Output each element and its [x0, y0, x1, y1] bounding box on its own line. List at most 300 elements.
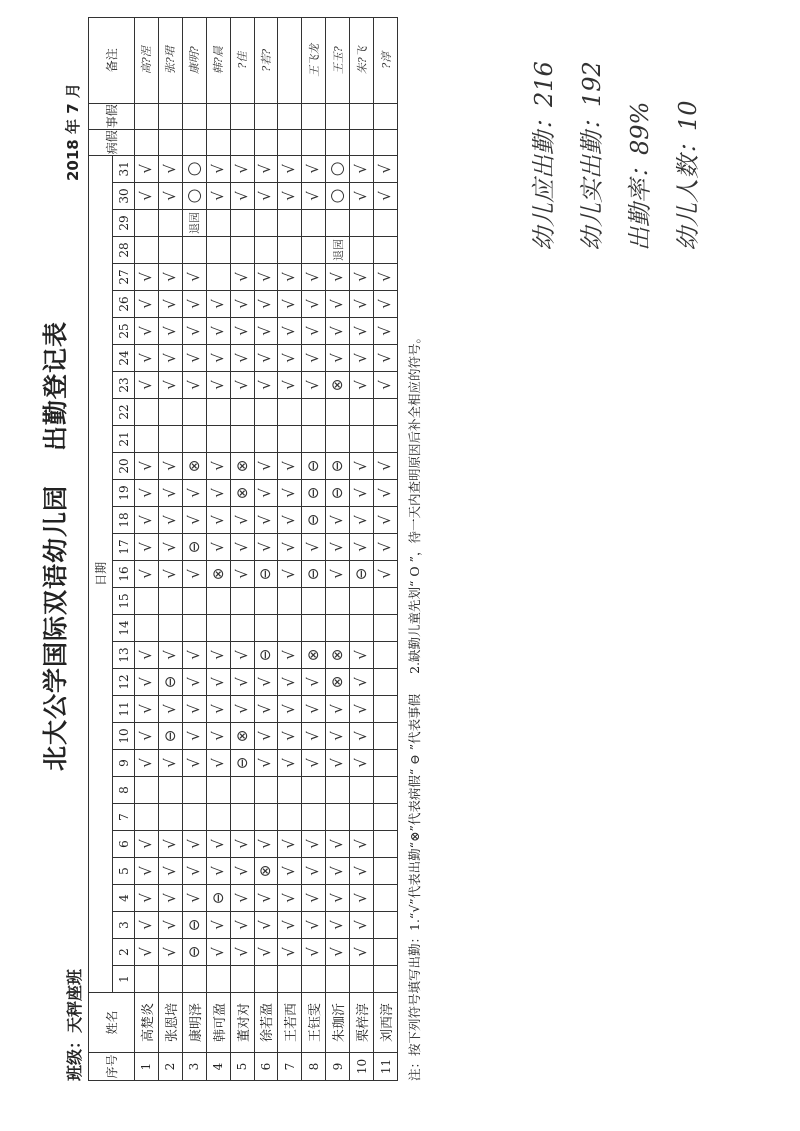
- attendance-mark: √: [208, 704, 227, 714]
- attendance-mark: √: [256, 380, 275, 390]
- attendance-mark: √: [136, 866, 155, 876]
- attendance-mark: √: [328, 299, 347, 309]
- attendance-cell: [374, 696, 398, 723]
- attendance-cell: [278, 669, 302, 696]
- attendance-mark: ⊗: [304, 648, 323, 662]
- attendance-mark: √: [232, 947, 251, 957]
- attendance-cell: [158, 750, 182, 777]
- day-header-10: 10: [113, 723, 135, 750]
- attendance-cell: [278, 723, 302, 750]
- day-header-23: 23: [113, 372, 135, 399]
- attendance-cell: [302, 588, 326, 615]
- attendance-cell: [135, 480, 159, 507]
- attendance-cell: [135, 696, 159, 723]
- attendance-cell: [278, 561, 302, 588]
- attendance-cell: [135, 615, 159, 642]
- attendance-mark: √: [136, 380, 155, 390]
- attendance-cell: [302, 399, 326, 426]
- attendance-cell: [158, 291, 182, 318]
- attendance-mark: √: [280, 731, 299, 741]
- attendance-cell: [278, 426, 302, 453]
- attendance-mark: √: [136, 299, 155, 309]
- attendance-mark: √: [232, 569, 251, 579]
- attendance-cell: [350, 264, 374, 291]
- legend-note: [405, 315, 423, 1081]
- attendance-mark: √: [352, 191, 371, 201]
- attendance-mark: √: [208, 947, 227, 957]
- attendance-mark: √: [136, 461, 155, 471]
- attendance-mark: √: [184, 569, 203, 579]
- attendance-cell: [302, 155, 326, 182]
- attendance-mark: √: [232, 515, 251, 525]
- attendance-cell: [302, 804, 326, 831]
- attendance-cell: [326, 804, 350, 831]
- attendance-mark: ⊗: [256, 864, 275, 878]
- attendance-mark: ⊖: [256, 648, 275, 662]
- attendance-cell: [302, 534, 326, 561]
- day-header-14: 14: [113, 615, 135, 642]
- attendance-cell: [350, 453, 374, 480]
- attendance-mark: √: [208, 380, 227, 390]
- header-remarks: 备注: [89, 17, 135, 103]
- table-row: [158, 17, 182, 1080]
- attendance-mark: √: [160, 650, 179, 660]
- attendance-mark: √: [280, 920, 299, 930]
- attendance-cell: [254, 804, 278, 831]
- attendance-mark: √: [136, 488, 155, 498]
- attendance-cell: [230, 723, 254, 750]
- personal-leave-cell: [326, 103, 350, 129]
- attendance-cell: [182, 318, 206, 345]
- attendance-cell: [135, 453, 159, 480]
- attendance-cell: [374, 831, 398, 858]
- attendance-cell: [158, 345, 182, 372]
- attendance-cell: [350, 804, 374, 831]
- attendance-cell: [230, 696, 254, 723]
- attendance-cell: [158, 507, 182, 534]
- attendance-mark: √: [352, 650, 371, 660]
- attendance-cell: [254, 642, 278, 669]
- remark-signature: 王玉?: [331, 46, 345, 75]
- attendance-mark: √: [136, 893, 155, 903]
- personal-leave-cell: [302, 103, 326, 129]
- attendance-mark: √: [256, 677, 275, 687]
- attendance-cell: [278, 264, 302, 291]
- attendance-cell: [206, 642, 230, 669]
- attendance-cell: [326, 237, 350, 264]
- attendance-mark: √: [304, 299, 323, 309]
- attendance-mark: √: [352, 515, 371, 525]
- attendance-cell: [230, 588, 254, 615]
- attendance-cell: [135, 155, 159, 182]
- attendance-cell: [350, 831, 374, 858]
- attendance-mark: √: [352, 299, 371, 309]
- attendance-cell: [230, 480, 254, 507]
- attendance-mark: √: [352, 164, 371, 174]
- attendance-cell: [182, 777, 206, 804]
- attendance-mark: √: [280, 515, 299, 525]
- attendance-cell: [254, 291, 278, 318]
- attendance-mark: √: [136, 650, 155, 660]
- attendance-mark: √: [160, 704, 179, 714]
- attendance-cell: [230, 237, 254, 264]
- attendance-cell: [326, 615, 350, 642]
- attendance-cell: [182, 966, 206, 993]
- day-header-16: 16: [113, 561, 135, 588]
- attendance-mark: √: [328, 866, 347, 876]
- attendance-cell: [135, 183, 159, 210]
- attendance-cell: [206, 966, 230, 993]
- attendance-cell: [135, 777, 159, 804]
- attendance-mark: √: [280, 299, 299, 309]
- attendance-mark: √: [160, 461, 179, 471]
- attendance-cell: [230, 155, 254, 182]
- attendance-mark: √: [136, 947, 155, 957]
- attendance-cell: [326, 480, 350, 507]
- header-name: 姓名: [89, 993, 135, 1053]
- attendance-mark: √: [136, 542, 155, 552]
- attendance-mark: √: [328, 515, 347, 525]
- attendance-cell: [158, 183, 182, 210]
- attendance-mark: √: [304, 893, 323, 903]
- attendance-cell: [350, 345, 374, 372]
- attendance-cell: [158, 885, 182, 912]
- attendance-mark: √: [352, 704, 371, 714]
- stat-actual: 幼儿实出勤：192: [578, 61, 606, 251]
- table-row: [182, 17, 206, 1080]
- attendance-mark: √: [280, 542, 299, 552]
- attendance-cell: [350, 155, 374, 182]
- attendance-mark: ○: [183, 188, 204, 204]
- sick-leave-cell: [230, 129, 254, 155]
- attendance-mark: √: [352, 326, 371, 336]
- attendance-cell: [374, 345, 398, 372]
- attendance-cell: [182, 345, 206, 372]
- attendance-cell: [254, 777, 278, 804]
- attendance-cell: [135, 318, 159, 345]
- remark-signature: 韩?晨: [212, 46, 226, 75]
- attendance-cell: [278, 588, 302, 615]
- attendance-mark: √: [160, 920, 179, 930]
- attendance-mark: √: [304, 920, 323, 930]
- day-header-24: 24: [113, 345, 135, 372]
- remark-signature: 王飞龙: [307, 43, 321, 77]
- day-header-12: 12: [113, 669, 135, 696]
- attendance-mark: √: [256, 758, 275, 768]
- attendance-cell: [326, 561, 350, 588]
- table-row: [374, 17, 398, 1080]
- attendance-cell: [158, 939, 182, 966]
- attendance-cell: [302, 696, 326, 723]
- attendance-cell: [254, 264, 278, 291]
- attendance-cell: [206, 453, 230, 480]
- attendance-mark: √: [256, 704, 275, 714]
- attendance-cell: [278, 345, 302, 372]
- attendance-mark: √: [160, 866, 179, 876]
- attendance-cell: [230, 183, 254, 210]
- attendance-cell: [254, 210, 278, 237]
- personal-leave-cell: [254, 103, 278, 129]
- attendance-cell: [350, 318, 374, 345]
- attendance-cell: [135, 291, 159, 318]
- attendance-mark: √: [256, 542, 275, 552]
- remarks-cell: [206, 17, 230, 103]
- attendance-mark: √: [304, 164, 323, 174]
- attendance-cell: [158, 831, 182, 858]
- attendance-cell: [326, 426, 350, 453]
- attendance-body: [135, 17, 398, 1080]
- attendance-cell: [206, 804, 230, 831]
- attendance-cell: [350, 237, 374, 264]
- child-name: 徐若盈: [254, 993, 278, 1053]
- attendance-cell: [254, 318, 278, 345]
- attendance-cell: [182, 885, 206, 912]
- attendance-mark: √: [304, 758, 323, 768]
- attendance-cell: [158, 372, 182, 399]
- attendance-cell: [135, 345, 159, 372]
- attendance-mark: √: [256, 488, 275, 498]
- attendance-cell: [374, 264, 398, 291]
- attendance-cell: [326, 507, 350, 534]
- attendance-cell: [158, 237, 182, 264]
- attendance-cell: [350, 399, 374, 426]
- attendance-cell: [326, 588, 350, 615]
- attendance-mark: √: [328, 758, 347, 768]
- attendance-cell: [182, 588, 206, 615]
- attendance-mark: √: [136, 704, 155, 714]
- attendance-cell: [206, 426, 230, 453]
- attendance-cell: [135, 210, 159, 237]
- attendance-mark: √: [352, 731, 371, 741]
- attendance-cell: [278, 507, 302, 534]
- attendance-mark: √: [208, 866, 227, 876]
- attendance-mark: ⊗: [184, 459, 203, 473]
- attendance-mark: ⊖: [184, 540, 203, 554]
- attendance-cell: [135, 939, 159, 966]
- attendance-mark: ○: [183, 161, 204, 177]
- attendance-cell: [206, 588, 230, 615]
- attendance-mark: √: [160, 515, 179, 525]
- attendance-cell: [254, 480, 278, 507]
- attendance-cell: [182, 561, 206, 588]
- attendance-mark: √: [304, 326, 323, 336]
- attendance-mark: √: [160, 299, 179, 309]
- attendance-cell: [135, 912, 159, 939]
- attendance-cell: [158, 696, 182, 723]
- attendance-mark: √: [352, 488, 371, 498]
- attendance-cell: [158, 858, 182, 885]
- attendance-cell: [182, 507, 206, 534]
- attendance-cell: [374, 426, 398, 453]
- sick-leave-cell: [182, 129, 206, 155]
- child-name: 张恩培: [158, 993, 182, 1053]
- legend-part-2: 2.缺勤儿童先划“ O ”，待一天内查明原因后补全相应的符号。: [407, 330, 422, 674]
- attendance-cell: [326, 155, 350, 182]
- day-header-7: 7: [113, 804, 135, 831]
- attendance-mark: √: [160, 839, 179, 849]
- day-header-5: 5: [113, 858, 135, 885]
- attendance-cell: [326, 453, 350, 480]
- attendance-mark: √: [184, 326, 203, 336]
- attendance-cell: [206, 345, 230, 372]
- attendance-mark: √: [280, 947, 299, 957]
- sick-leave-cell: [374, 129, 398, 155]
- attendance-mark: √: [208, 191, 227, 201]
- row-number: 9: [326, 1053, 350, 1081]
- attendance-mark: √: [256, 920, 275, 930]
- attendance-mark: √: [376, 299, 395, 309]
- attendance-cell: [158, 966, 182, 993]
- attendance-mark: ⊖: [304, 567, 323, 581]
- attendance-cell: [326, 723, 350, 750]
- attendance-mark: √: [184, 299, 203, 309]
- attendance-cell: [278, 480, 302, 507]
- attendance-cell: [230, 885, 254, 912]
- attendance-mark: √: [160, 893, 179, 903]
- attendance-cell: [158, 426, 182, 453]
- attendance-mark: √: [232, 164, 251, 174]
- attendance-mark: √: [208, 677, 227, 687]
- attendance-cell: [350, 858, 374, 885]
- attendance-mark: √: [376, 542, 395, 552]
- attendance-cell: [158, 588, 182, 615]
- attendance-mark: √: [232, 191, 251, 201]
- attendance-mark: √: [232, 920, 251, 930]
- attendance-cell: [302, 480, 326, 507]
- attendance-mark: √: [160, 569, 179, 579]
- attendance-cell: [254, 453, 278, 480]
- school-name: 北大公学国际双语幼儿园: [41, 484, 70, 771]
- attendance-cell: [374, 777, 398, 804]
- attendance-cell: [254, 507, 278, 534]
- attendance-mark: √: [232, 677, 251, 687]
- day-header-11: 11: [113, 696, 135, 723]
- attendance-cell: [278, 453, 302, 480]
- attendance-cell: [278, 858, 302, 885]
- attendance-cell: [326, 291, 350, 318]
- attendance-mark: √: [376, 353, 395, 363]
- attendance-mark: √: [352, 893, 371, 903]
- attendance-cell: [135, 885, 159, 912]
- attendance-cell: [135, 534, 159, 561]
- attendance-mark: √: [256, 272, 275, 282]
- attendance-cell: [374, 237, 398, 264]
- attendance-mark: √: [160, 380, 179, 390]
- attendance-cell: [182, 939, 206, 966]
- attendance-cell: [302, 453, 326, 480]
- class-label: 班级：天秤座班: [65, 968, 84, 1081]
- attendance-cell: [230, 318, 254, 345]
- attendance-cell: [374, 588, 398, 615]
- attendance-mark: 退园: [331, 239, 345, 261]
- row-number: 1: [135, 1053, 159, 1081]
- attendance-cell: [254, 237, 278, 264]
- stat-rate: 出勤率：89%: [626, 101, 654, 251]
- personal-leave-cell: [230, 103, 254, 129]
- attendance-mark: √: [184, 650, 203, 660]
- attendance-cell: [206, 858, 230, 885]
- attendance-cell: [206, 723, 230, 750]
- attendance-mark: √: [280, 839, 299, 849]
- attendance-mark: √: [256, 515, 275, 525]
- attendance-cell: [230, 507, 254, 534]
- attendance-mark: √: [160, 326, 179, 336]
- attendance-cell: [278, 318, 302, 345]
- attendance-cell: [326, 696, 350, 723]
- attendance-mark: √: [232, 380, 251, 390]
- attendance-cell: [182, 183, 206, 210]
- child-name: 韩可盈: [206, 993, 230, 1053]
- attendance-mark: √: [280, 164, 299, 174]
- attendance-mark: ○: [327, 161, 348, 177]
- attendance-cell: [230, 426, 254, 453]
- attendance-cell: [135, 507, 159, 534]
- legend-part-1: 注：按下列符号填写出勤：1.“√”代表出勤“⊗”代表病假“ ⊖ ”代表事假: [407, 693, 422, 1081]
- attendance-mark: √: [280, 461, 299, 471]
- attendance-cell: [350, 588, 374, 615]
- attendance-mark: √: [184, 353, 203, 363]
- attendance-cell: [326, 669, 350, 696]
- attendance-cell: [350, 750, 374, 777]
- attendance-mark: √: [304, 731, 323, 741]
- attendance-mark: √: [352, 380, 371, 390]
- attendance-cell: [350, 777, 374, 804]
- row-number: 5: [230, 1053, 254, 1081]
- attendance-cell: [135, 831, 159, 858]
- attendance-mark: ⊖: [256, 567, 275, 581]
- attendance-mark: ⊖: [304, 486, 323, 500]
- form-subtitle: 出勤登记表: [41, 320, 70, 451]
- attendance-mark: √: [184, 731, 203, 741]
- attendance-cell: [302, 831, 326, 858]
- attendance-cell: [350, 480, 374, 507]
- attendance-mark: ⊖: [352, 567, 371, 581]
- attendance-mark: √: [256, 353, 275, 363]
- attendance-cell: [278, 399, 302, 426]
- attendance-cell: [374, 480, 398, 507]
- attendance-mark: √: [184, 488, 203, 498]
- attendance-cell: [182, 669, 206, 696]
- attendance-cell: [278, 696, 302, 723]
- attendance-cell: [206, 507, 230, 534]
- attendance-mark: √: [328, 920, 347, 930]
- attendance-cell: [206, 318, 230, 345]
- attendance-mark: √: [232, 353, 251, 363]
- attendance-mark: √: [280, 380, 299, 390]
- attendance-mark: √: [304, 542, 323, 552]
- table-row: [326, 17, 350, 1080]
- attendance-mark: √: [136, 191, 155, 201]
- attendance-mark: √: [136, 839, 155, 849]
- attendance-mark: √: [280, 866, 299, 876]
- attendance-cell: [254, 669, 278, 696]
- child-name: 高楚炎: [135, 993, 159, 1053]
- attendance-cell: [374, 750, 398, 777]
- attendance-cell: [278, 372, 302, 399]
- table-row: [350, 17, 374, 1080]
- attendance-cell: [302, 912, 326, 939]
- sick-leave-cell: [254, 129, 278, 155]
- day-header-1: 1: [113, 966, 135, 993]
- attendance-cell: [302, 723, 326, 750]
- attendance-mark: √: [160, 353, 179, 363]
- attendance-cell: [254, 939, 278, 966]
- attendance-cell: [158, 912, 182, 939]
- day-header-22: 22: [113, 399, 135, 426]
- stat-expected: 幼儿应出勤：216: [530, 61, 558, 251]
- attendance-cell: [374, 669, 398, 696]
- attendance-mark: √: [352, 920, 371, 930]
